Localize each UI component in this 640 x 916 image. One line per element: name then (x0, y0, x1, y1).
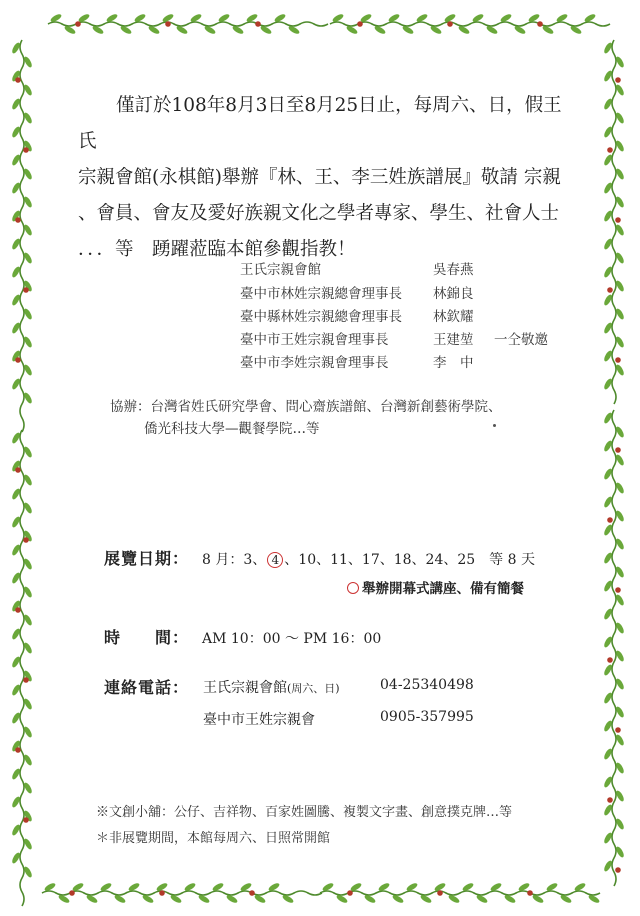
organizer-name: 臺中市林姓宗親總會理事長 (240, 286, 402, 302)
exhibition-date: 3、 (243, 552, 267, 568)
contact-name: 王氏宗親會館 (203, 680, 287, 696)
intro-line: 僅訂於108年8月3日至8月25日止，每周六、日，假王氏 (78, 95, 562, 152)
organizer-person: 王建堃 (433, 332, 474, 348)
exhibition-dates (104, 546, 535, 569)
circle-marker-icon (347, 582, 359, 594)
contact-phone: 04-25340498 (380, 677, 474, 693)
contact-row (104, 675, 202, 698)
intro-line: 、會員、會友及愛好族親文化之學者專家、學生、社會人士 (78, 203, 560, 224)
time-label: 時 間： (104, 628, 190, 647)
exhibition-label: 展覽日期： (104, 549, 190, 568)
opening-text: 舉辦開幕式講座、備有簡餐 (362, 581, 524, 597)
contact-label: 連絡電話： (104, 678, 190, 697)
co-organizers-line: 僑光科技大學—觀餐學院…等 (144, 421, 320, 437)
time-row (104, 625, 381, 648)
shop-note: ※文創小舖：公仔、吉祥物、百家姓圖騰、複製文字畫、創意撲克牌…等 (96, 805, 513, 820)
contact-name: 臺中市王姓宗親會 (203, 712, 315, 728)
circled-date: 4 (267, 552, 283, 568)
organizer-name: 王氏宗親會館 (240, 262, 321, 278)
opening-note (347, 577, 524, 597)
contact-phone: 0905-357995 (380, 709, 474, 725)
contact-entry (203, 709, 474, 729)
invite-note: 一仝敬邀 (494, 332, 548, 348)
speck (493, 424, 496, 427)
intro-line: ．．．等 踴躍蒞臨本館參觀指教！ (78, 239, 356, 260)
organizer-person: 林錦良 (433, 286, 474, 302)
organizer-name: 臺中縣林姓宗親總會理事長 (240, 309, 402, 325)
co-organizers-line: 協辦：台灣省姓氏研究學會、問心齋族譜館、台灣新創藝術學院、 (110, 399, 502, 415)
organizer-name: 臺中市李姓宗親會理事長 (240, 355, 389, 371)
contact-note: (周六、日) (287, 682, 340, 695)
invitation-text (78, 88, 568, 268)
exhibition-dates-rest: 、10、11、17、18、24、25 等 8 天 (284, 552, 535, 568)
time-value: AM 10：00 ～ PM 16：00 (202, 631, 382, 647)
organizer-person: 李 中 (433, 355, 474, 371)
organizer-person: 吳春燕 (433, 262, 474, 278)
organizer-person: 林欽耀 (433, 309, 474, 325)
organizer-name: 臺中市王姓宗親會理事長 (240, 332, 389, 348)
opening-hours-note: ＊非展覽期間，本館每周六、日照常開館 (96, 831, 331, 846)
exhibition-month: 8 月： (202, 552, 244, 568)
intro-line: 宗親會館(永棋館)舉辦『林、王、李三姓族譜展』敬請 宗親 (78, 167, 561, 188)
contact-entry (203, 677, 474, 697)
co-organizers (110, 396, 580, 440)
